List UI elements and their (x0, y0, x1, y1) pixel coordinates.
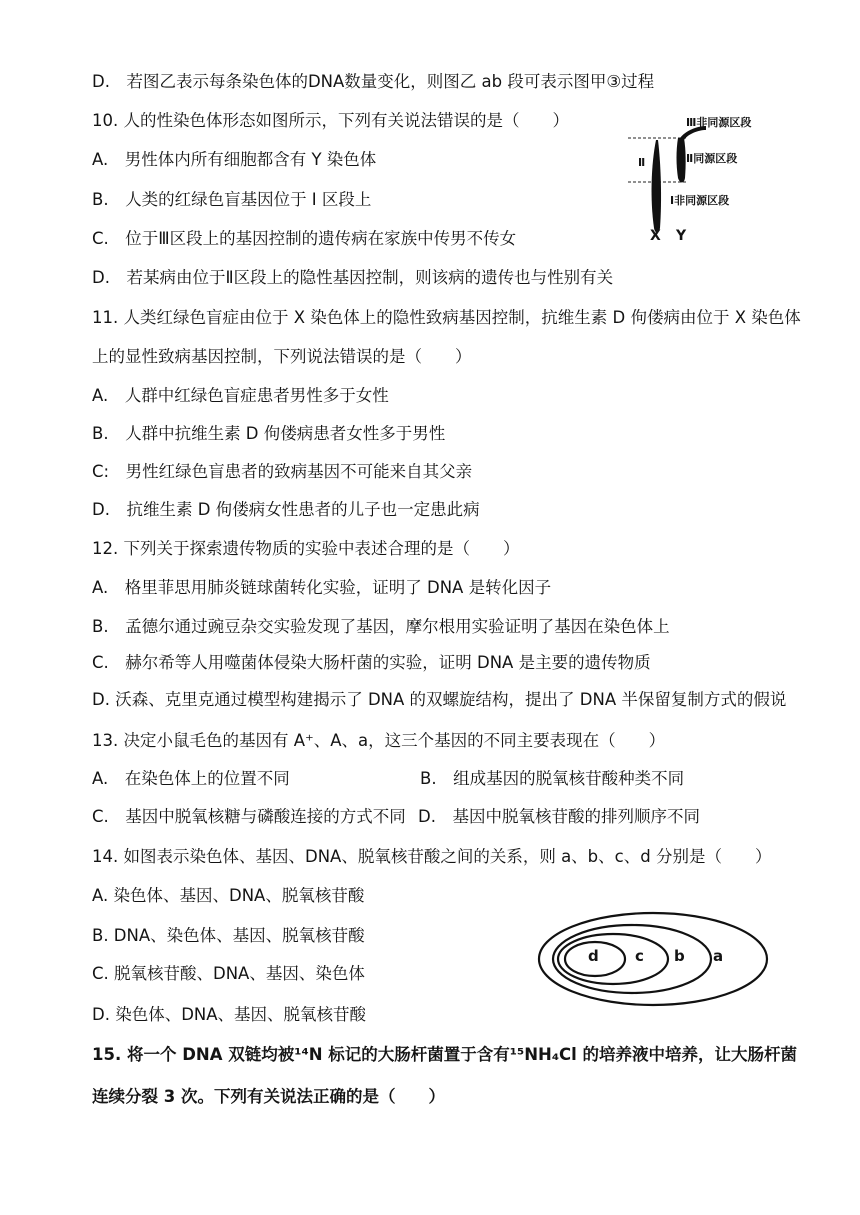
q13-stem: 13. 决定小鼠毛色的基因有 A⁺、A、a，这三个基因的不同主要表现在（ ） (92, 731, 666, 750)
q14-option-c: C. 脱氧核苷酸、DNA、基因、染色体 (92, 964, 365, 983)
q14-stem: 14. 如图表示染色体、基因、DNA、脱氧核苷酸之间的关系，则 a、b、c、d 分别是（ ） (92, 847, 772, 866)
q12-option-c: C. 赫尔希等人用噬菌体侵染大肠杆菌的实验，证明 DNA 是主要的遗传物质 (92, 653, 651, 672)
q11-option-b: B. 人群中抗维生素 D 佝偻病患者女性多于男性 (92, 424, 446, 443)
region-ii-label: Ⅱ同源区段 (686, 152, 738, 165)
q12-option-d: D. 沃森、克里克通过模型构建揭示了 DNA 的双螺旋结构，提出了 DNA 半保留复制方式的假说 (92, 690, 787, 709)
label-d: d (588, 947, 599, 965)
nested-ellipse-diagram (535, 905, 775, 1015)
ellipse-c (558, 934, 668, 984)
sex-chromosome-diagram (628, 110, 778, 250)
q15-stem-line2: 连续分裂 3 次。下列有关说法正确的是（ ） (92, 1087, 445, 1106)
q11-stem-line1: 11. 人类红绿色盲症由位于 X 染色体上的隐性致病基因控制，抗维生素 D 佝偻病由位于 X 染色体 (92, 308, 801, 327)
x-chromosome-label: X (650, 228, 661, 244)
q14-option-b: B. DNA、染色体、基因、脱氧核苷酸 (92, 926, 365, 945)
q11-option-d: D. 抗维生素 D 佝偻病女性患者的儿子也一定患此病 (92, 500, 480, 519)
q14-option-a: A. 染色体、基因、DNA、脱氧核苷酸 (92, 886, 365, 905)
q10-option-b: B. 人类的红绿色盲基因位于 I 区段上 (92, 190, 372, 209)
q14-option-d: D. 染色体、DNA、基因、脱氧核苷酸 (92, 1005, 367, 1024)
q13-option-d: D. 基因中脱氧核苷酸的排列顺序不同 (418, 807, 700, 826)
y-chromosome-label: Y (676, 228, 687, 244)
q13-option-a: A. 在染色体上的位置不同 (92, 769, 290, 788)
label-c: c (635, 947, 644, 965)
q13-option-c: C. 基因中脱氧核糖与磷酸连接的方式不同 (92, 807, 406, 826)
q12-option-a: A. 格里菲思用肺炎链球菌转化实验，证明了 DNA 是转化因子 (92, 578, 552, 597)
region-ii-left-label: Ⅱ (638, 156, 646, 169)
q11-stem-line2: 上的显性致病基因控制，下列说法错误的是（ ） (92, 347, 472, 366)
q10-stem: 10. 人的性染色体形态如图所示，下列有关说法错误的是（ ） (92, 111, 569, 130)
q13-option-b: B. 组成基因的脱氧核苷酸种类不同 (420, 769, 685, 788)
q10-option-c: C. 位于Ⅲ区段上的基因控制的遗传病在家族中传男不传女 (92, 229, 517, 248)
region-iii-label: Ⅲ非同源区段 (686, 116, 752, 129)
q12-stem: 12. 下列关于探索遗传物质的实验中表述合理的是（ ） (92, 539, 520, 558)
q11-option-a: A. 人群中红绿色盲症患者男性多于女性 (92, 386, 389, 405)
q10-option-d: D. 若某病由位于Ⅱ区段上的隐性基因控制，则该病的遗传也与性别有关 (92, 268, 614, 287)
label-b: b (674, 947, 685, 965)
region-i-label: Ⅰ非同源区段 (670, 194, 730, 207)
q12-option-b: B. 孟德尔通过豌豆杂交实验发现了基因，摩尔根用实验证明了基因在染色体上 (92, 617, 670, 636)
label-a: a (713, 947, 724, 965)
q11-option-c: C: 男性红绿色盲患者的致病基因不可能来自其父亲 (92, 462, 473, 481)
q15-stem-line1: 15. 将一个 DNA 双链均被¹⁴N 标记的大肠杆菌置于含有¹⁵NH₄Cl 的培养液中培养，让大肠杆菌 (92, 1045, 798, 1064)
q9-option-d: D. 若图乙表示每条染色体的DNA数量变化，则图乙 ab 段可表示图甲③过程 (92, 72, 655, 91)
q10-option-a: A. 男性体内所有细胞都含有 Y 染色体 (92, 150, 377, 169)
